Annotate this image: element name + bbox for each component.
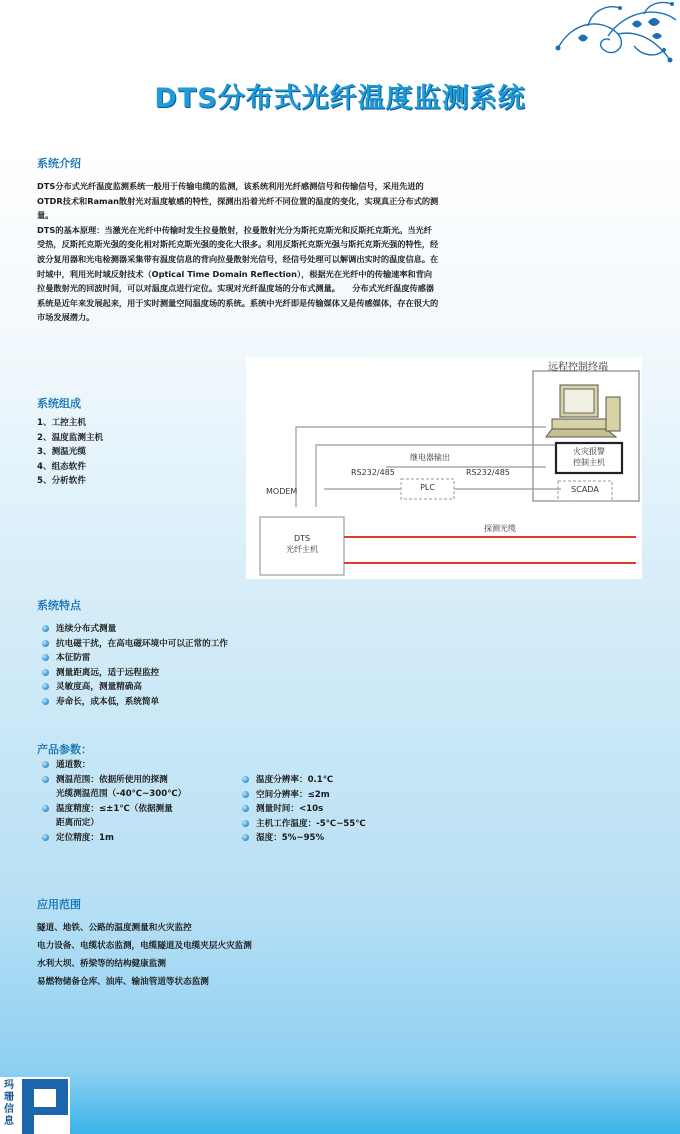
list-item: 1、工控主机 — [37, 418, 86, 428]
composition-list — [37, 416, 103, 489]
param-item: 主机工作温度：-5℃~55℃ — [240, 817, 440, 832]
list-item: 5、分析软件 — [37, 476, 86, 487]
features-list — [40, 622, 228, 710]
param-item: 测量时间：<10s — [240, 802, 440, 817]
plc-box: PLC — [420, 483, 435, 492]
params-left — [40, 758, 220, 846]
list-item: 寿命长，成本低，系统简单 — [40, 695, 228, 710]
intro-paragraph-1: DTS分布式光纤温度监测系统一般用于传输电缆的监测，该系统利用光纤感测信号和传输信号，采用先进的OTDR技术和Raman散射光对温度敏感的特性，探测出沿着光纤不同位置的温度的变化，实现真正分布式的测量。 — [37, 181, 439, 221]
list-item: 4、组态软件 — [37, 461, 86, 472]
features-heading: 系统特点 — [37, 599, 81, 612]
rs232-right-label: RS232/485 — [466, 468, 510, 477]
company-logo — [0, 1077, 70, 1134]
list-item: 电力设备、电缆状态监测，电缆隧道及电缆夹层火灾监测 — [37, 941, 252, 951]
relay-output-label: 继电器输出 — [410, 453, 450, 462]
param-item: 湿度：5%~95% — [240, 831, 440, 846]
scada-box: SCADA — [571, 485, 599, 494]
fire-alarm-box: 火灾报警 控制主机 — [573, 447, 605, 467]
rs232-left-label: RS232/485 — [351, 468, 395, 477]
params-right — [240, 773, 440, 846]
remote-terminal-label: 远程控制终端 — [548, 362, 608, 373]
params-heading: 产品参数： — [37, 743, 92, 756]
list-item: 测量距离远，适于远程监控 — [40, 666, 228, 681]
param-item: 通道数： — [40, 758, 220, 773]
list-item: 水利大坝、桥梁等的结构健康监测 — [37, 959, 166, 969]
intro-paragraph-2: DTS的基本原理：当激光在光纤中传输时发生拉曼散射，拉曼散射光分为斯托克斯光和反斯托克斯光。当光纤受热，反斯托克斯光强的变化相对斯托克斯光强的变化大很多。利用反斯托克斯光强与斯托克斯光强的特性，经波分复用器和光电检测器采集带有温度信息的背向拉曼散射光信号，经信号处理可以解调出实时的温度信息。在时域中，利用光时域反射技术（Optical Time Domain Reflection），根据光在光纤中的传输速率和背向拉曼散射光的回波时间，可以对温度点进行定位。实现对光纤温度场的分布式测量。 分布式光纤温度传感器系统是近年来发展起来，用于实时测量空间温度场的系统。系统中光纤即是传输媒体又是传感媒体，存在很大的市场发展潜力。 — [37, 224, 439, 323]
list-item: 隧道、地铁、公路的温度测量和火灾监控 — [37, 923, 192, 933]
composition-heading: 系统组成 — [37, 397, 81, 410]
param-item: 测温范围：依据所使用的探测 光缆测温范围（-40℃~300℃） — [40, 773, 220, 802]
list-item: 2、温度监测主机 — [37, 432, 104, 443]
list-item: 3、测温光缆 — [37, 447, 86, 458]
list-item: 易燃物储备仓库、油库、输油管道等状态监测 — [37, 977, 209, 987]
intro-text — [37, 179, 439, 325]
intro-heading: 系统介绍 — [37, 157, 81, 170]
param-item: 温度分辨率：0.1℃ — [240, 773, 440, 788]
applications-list — [37, 919, 252, 991]
list-item: 本征防雷 — [40, 651, 228, 666]
page-title: DTS分布式光纤温度监测系统 — [154, 83, 526, 114]
modem-label: MODEM — [266, 487, 298, 496]
param-item: 定位精度：1m — [40, 831, 220, 846]
param-item: 温度精度：≤±1℃（依据测量 距离而定） — [40, 802, 220, 831]
list-item: 抗电磁干扰，在高电磁环境中可以正常的工作 — [40, 637, 228, 652]
list-item: 连续分布式测量 — [40, 622, 228, 637]
logo-vertical-text: 玛珊信息 — [4, 1080, 14, 1127]
computer-icon — [546, 385, 620, 437]
list-item: 灵敏度高，测量精确高 — [40, 680, 228, 695]
applications-heading: 应用范围 — [37, 898, 81, 911]
system-diagram — [246, 357, 642, 579]
sensing-cable-label: 探测光缆 — [484, 524, 516, 533]
param-item: 空间分辨率：≤2m — [240, 788, 440, 803]
dts-host-box: DTS 光纤主机 — [286, 534, 318, 554]
floral-ornament-icon — [548, 0, 680, 72]
